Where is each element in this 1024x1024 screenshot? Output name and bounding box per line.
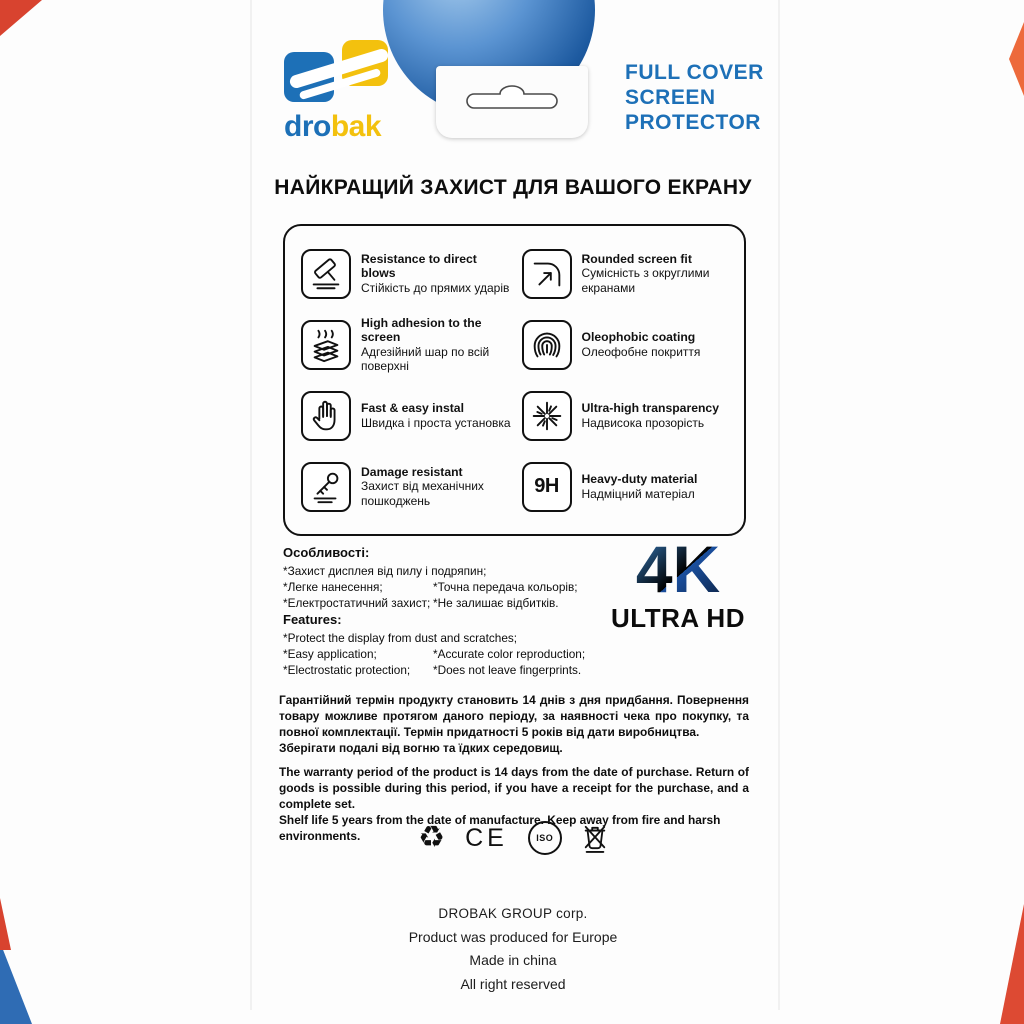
corner-accent-top-left xyxy=(0,0,42,36)
feature-text xyxy=(361,465,514,509)
warranty-text-ua xyxy=(279,692,749,756)
feature-item-heavy-duty xyxy=(522,451,735,522)
feature-title: Oleophobic coating xyxy=(581,330,696,344)
features-ua-line: *Точна передача кольорів; xyxy=(433,580,578,594)
feature-title: Resistance to direct blows xyxy=(361,251,477,281)
feature-text xyxy=(361,252,514,296)
footer-line: All right reserved xyxy=(460,975,566,992)
ultra-hd-label: ULTRA HD xyxy=(611,603,745,633)
features-ua-heading: Особливості: xyxy=(283,545,370,560)
tagline-heading: НАЙКРАЩИЙ ЗАХИСТ ДЛЯ ВАШОГО ЕКРАНУ xyxy=(274,176,752,199)
starburst-icon xyxy=(522,391,572,441)
feature-item-transparency xyxy=(522,380,735,451)
feature-text xyxy=(361,401,511,430)
footer-company: DROBAK GROUP corp. xyxy=(438,906,588,921)
features-ua-line: *Електростатичний захист; xyxy=(283,596,431,610)
svg-text:4K: 4K xyxy=(635,536,721,602)
footer-text xyxy=(253,902,773,996)
corner-accent-top-right xyxy=(1009,22,1024,96)
feature-subtitle: Захист від механічних пошкоджень xyxy=(361,479,484,508)
weee-bin-icon xyxy=(582,821,608,855)
feature-subtitle: Сумісність з округлими екранами xyxy=(581,266,710,295)
nine-h-label: 9H xyxy=(534,475,559,497)
brand-name xyxy=(284,110,414,144)
warranty-en-paragraph: The warranty period of the product is 14 days from the date of purchase. Return of goods is possible during this period, if you have a receipt for the purchase, and a complete set. xyxy=(279,765,749,811)
brand-logo xyxy=(284,38,414,144)
corner-accent-bottom-left xyxy=(0,942,32,1024)
feature-title: High adhesion to the screen xyxy=(361,315,482,344)
package-crease-left xyxy=(250,0,252,1010)
feature-item-rounded-fit xyxy=(522,238,735,309)
rounded-corner-icon xyxy=(522,249,572,299)
corner-accent-bottom-right xyxy=(1000,904,1024,1024)
features-ua-line: *Захист дисплея від пилу і подряпин; xyxy=(283,564,487,578)
brand-name-part1: dro xyxy=(284,110,331,143)
product-type-line: PROTECTOR xyxy=(625,111,761,134)
feature-subtitle: Надміцний матеріал xyxy=(581,486,695,501)
footer-line: Product was produced for Europe xyxy=(408,928,618,945)
feature-title: Heavy-duty material xyxy=(581,472,698,486)
features-ua-line: *Не залишає відбитків. xyxy=(433,596,559,610)
feature-item-damage-resistant xyxy=(301,451,514,522)
brand-logo-mark xyxy=(284,38,396,104)
features-en-line: *Easy application; xyxy=(283,647,377,661)
footer-line: Made in china xyxy=(469,952,557,968)
euro-slot-hole xyxy=(460,84,564,118)
hang-tab xyxy=(436,66,588,138)
warranty-ua-paragraph: Гарантійний термін продукту становить 14 днів з дня придбання. Повернення товару можливе протягом даного періоду, за наявності чека про покупку, та повної комплектації. Термін придатності 5 років від дати виробництва. xyxy=(279,693,749,739)
adhesion-layers-icon xyxy=(301,320,351,370)
feature-title: Ultra-high transparency xyxy=(581,401,719,415)
features-en-line: *Does not leave fingerprints. xyxy=(433,663,582,677)
4k-gradient-text xyxy=(604,536,752,602)
feature-subtitle: Швидка і проста установка xyxy=(361,415,511,430)
features-list-ua xyxy=(283,545,628,611)
warranty-ua-storage-line: Зберігати подалі від вогню та їдких середовищ. xyxy=(279,741,563,755)
features-en-line: *Electrostatic protection; xyxy=(283,663,411,677)
feature-item-oleophobic xyxy=(522,309,735,380)
features-en-line: *Accurate color reproduction; xyxy=(433,647,586,661)
feature-title: Fast & easy instal xyxy=(361,401,464,415)
feature-subtitle: Надвисока прозорість xyxy=(581,415,705,430)
iso-stamp-icon xyxy=(528,821,562,855)
warranty-en-storage-line: Shelf life 5 years from the date of manufacture. Keep away from fire and harsh environments. xyxy=(279,813,721,843)
nine-h-icon xyxy=(522,462,572,512)
feature-item-resistance xyxy=(301,238,514,309)
feature-subtitle: Олеофобне покриття xyxy=(581,344,701,359)
corner-accent-bottom-left-red xyxy=(0,898,11,950)
feature-subtitle: Адгезійний шар по всій поверхні xyxy=(361,344,490,373)
feature-item-adhesion xyxy=(301,309,514,380)
feature-text xyxy=(582,401,719,430)
recycle-icon: ♻ xyxy=(418,821,446,854)
feature-text xyxy=(582,252,735,296)
feature-subtitle: Стійкість до прямих ударів xyxy=(361,280,510,295)
feature-text xyxy=(582,330,701,359)
feature-title: Rounded screen fit xyxy=(581,251,692,266)
product-type-title xyxy=(625,60,764,135)
hammer-icon xyxy=(301,249,351,299)
features-en-heading: Features: xyxy=(283,612,342,627)
brand-name-part2: bak xyxy=(330,110,382,143)
product-type-line: FULL COVER xyxy=(625,61,764,84)
product-type-line: SCREEN xyxy=(625,86,716,109)
iso-stamp-label: ISO xyxy=(536,833,554,843)
ce-mark: CE xyxy=(465,823,508,852)
feature-text xyxy=(361,316,514,374)
feature-text xyxy=(582,472,698,501)
features-en-line: *Protect the display from dust and scratches; xyxy=(283,631,518,645)
features-box xyxy=(283,224,746,536)
hand-icon xyxy=(301,391,351,441)
features-ua-line: *Легке нанесення; xyxy=(283,580,383,594)
feature-title: Damage resistant xyxy=(361,464,463,479)
fingerprint-icon xyxy=(522,320,572,370)
feature-item-easy-install xyxy=(301,380,514,451)
features-list-en xyxy=(283,612,628,678)
package-crease-right xyxy=(778,0,780,1010)
key-icon xyxy=(301,462,351,512)
certification-row xyxy=(253,816,773,860)
